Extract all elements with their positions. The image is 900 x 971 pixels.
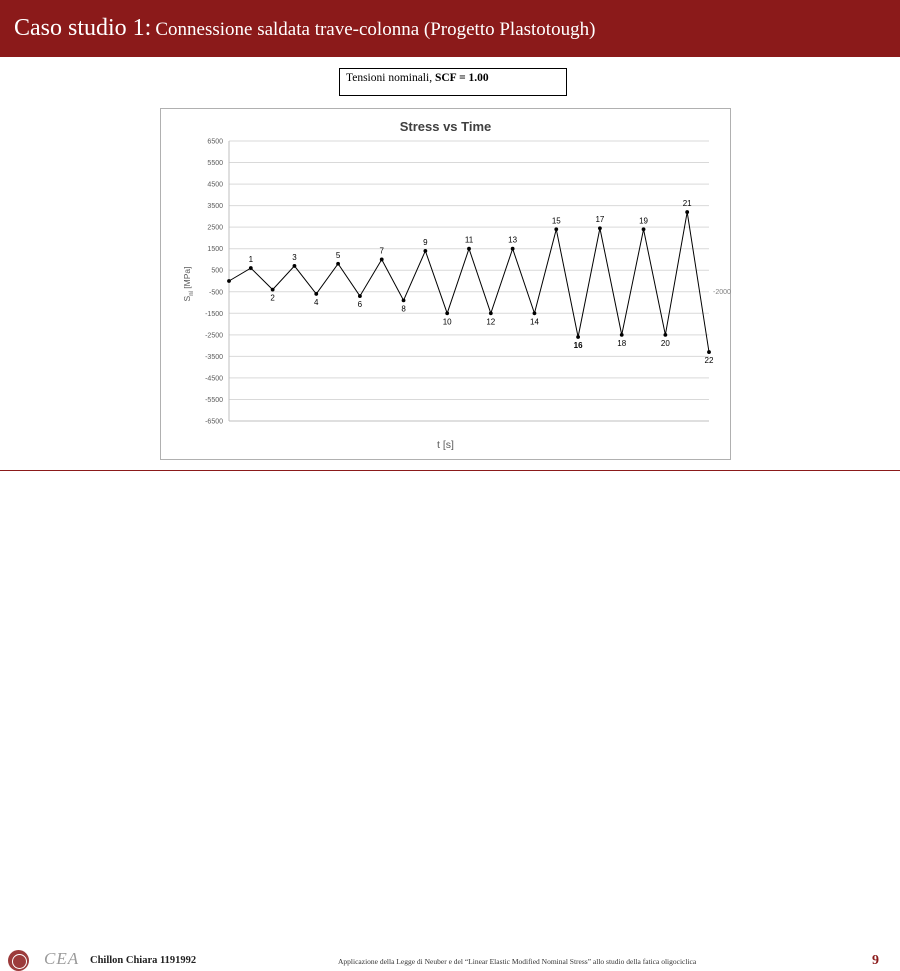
svg-text:17: 17 (595, 215, 605, 225)
slide-title-bar (0, 0, 900, 57)
svg-text:500: 500 (211, 267, 223, 275)
svg-text:11: 11 (464, 235, 474, 245)
svg-text:9: 9 (423, 237, 428, 247)
svg-text:19: 19 (639, 216, 648, 226)
svg-text:-2000: -2000 (713, 288, 731, 296)
svg-text:14: 14 (530, 317, 539, 327)
svg-text:4: 4 (314, 297, 319, 307)
footer-author: Chillon Chiara 1191992 (90, 955, 197, 966)
svg-text:7: 7 (379, 246, 384, 256)
svg-text:5500: 5500 (207, 160, 223, 168)
svg-text:6: 6 (357, 300, 363, 310)
caption-text-bold: SCF = 1.00 (434, 72, 489, 84)
caption-box (339, 68, 567, 96)
chart-container (160, 108, 731, 460)
svg-text:21: 21 (682, 199, 692, 209)
slide-title-sub: Connessione saldata trave-colonna (Progetto Plastotough) (155, 19, 596, 40)
svg-text:2500: 2500 (207, 224, 223, 232)
slide-title (0, 15, 595, 42)
svg-text:-1500: -1500 (205, 310, 223, 318)
svg-text:-4500: -4500 (205, 375, 223, 383)
svg-text:15: 15 (551, 216, 561, 226)
chart-title: Stress vs Time (399, 119, 492, 134)
footer (0, 471, 900, 968)
svg-text:6500: 6500 (207, 138, 223, 146)
svg-text:-3500: -3500 (205, 353, 223, 361)
svg-text:4500: 4500 (207, 181, 223, 189)
svg-text:-500: -500 (208, 289, 223, 297)
caption-text-plain: Tensioni nominali, (346, 72, 435, 84)
svg-text:1500: 1500 (207, 246, 223, 254)
svg-text:3500: 3500 (207, 203, 223, 211)
svg-text:13: 13 (508, 235, 518, 245)
chart-x-axis-title: t [s] (437, 439, 454, 451)
footer-subtitle: Applicazione della Legge di Neuber e del “Linear Elastic Modified Nominal Stress” allo studio della fatica oligociclica (338, 957, 697, 966)
svg-text:2: 2 (270, 293, 275, 303)
svg-text:12: 12 (486, 317, 496, 327)
svg-text:1: 1 (248, 255, 254, 265)
chart-plot-area (161, 109, 732, 461)
svg-text:-2500: -2500 (205, 332, 223, 340)
svg-text:3: 3 (292, 252, 297, 262)
chart-y-axis-title: $S_{nl}$ [MPa] (182, 266, 195, 302)
svg-text:16: 16 (573, 341, 583, 350)
svg-text:22: 22 (704, 356, 714, 366)
svg-text:18: 18 (617, 338, 627, 348)
slide-title-main: Caso studio 1: (14, 15, 152, 41)
svg-text:8: 8 (401, 304, 406, 314)
footer-logo: CEA (44, 949, 80, 968)
svg-text:-5500: -5500 (205, 396, 223, 404)
svg-text:-6500: -6500 (205, 418, 223, 426)
svg-text:5: 5 (335, 250, 341, 260)
institution-seal-icon (8, 950, 29, 971)
page-number: 9 (872, 953, 879, 968)
svg-text:10: 10 (442, 317, 452, 327)
svg-text:20: 20 (660, 338, 670, 348)
